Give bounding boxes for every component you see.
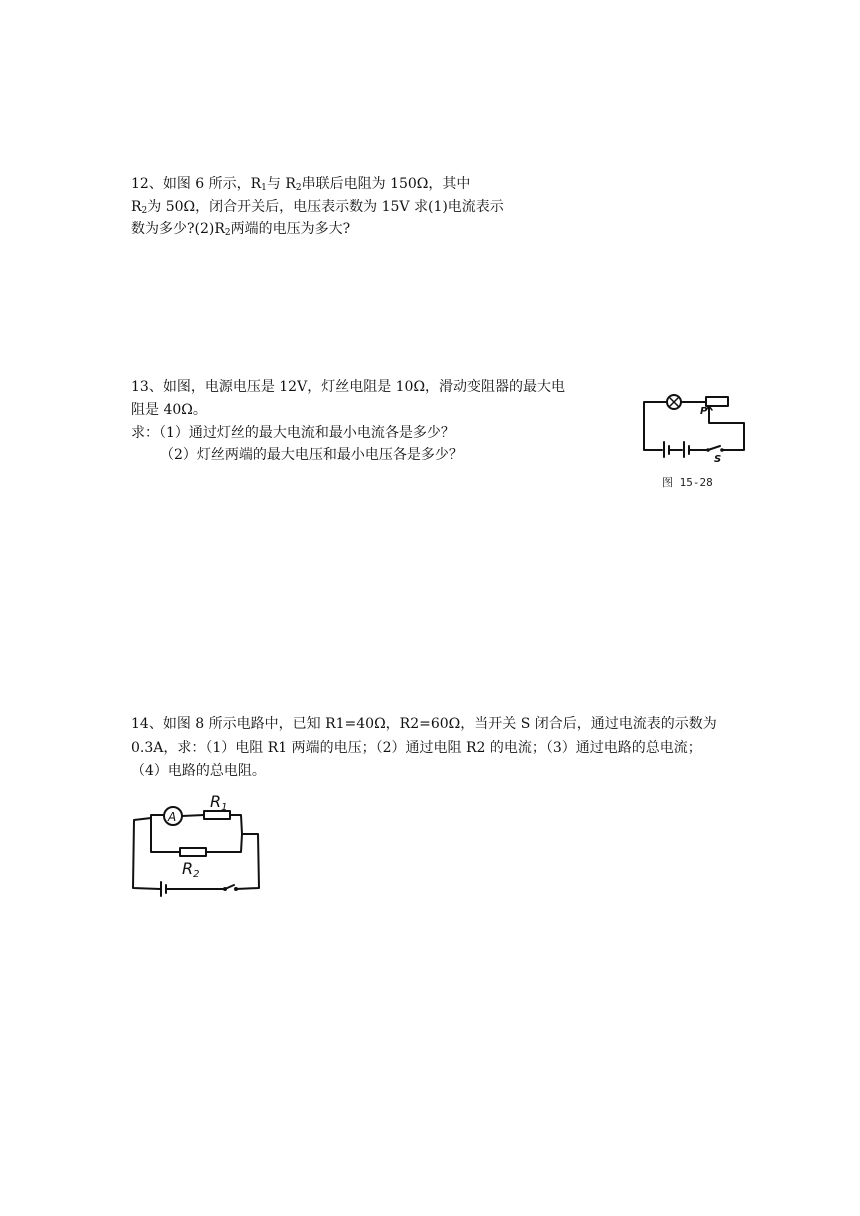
- q14-line-2: 0.3A，求：（1）电阻 R1 两端的电压；（2）通过电阻 R2 的电流；（3）通过电路的总电流；: [131, 740, 702, 756]
- rheostat-icon: [706, 397, 728, 406]
- slider-label: P: [700, 406, 708, 417]
- q13-line-3: 求：（1）通过灯丝的最大电流和最小电流各是多少？: [131, 425, 455, 441]
- q14-circuit-diagram: [128, 790, 268, 900]
- q12-text: 两端的电压为多大?: [230, 221, 351, 237]
- q14-line-3: （4）电路的总电阻。: [131, 763, 266, 779]
- q12-text: 串联后电阻为 150Ω，其中: [301, 176, 471, 192]
- q13-line-1: 13、如图，电源电压是 12V，灯丝电阻是 10Ω，滑动变阻器的最大电: [131, 379, 566, 395]
- subscript: 1: [261, 183, 267, 193]
- q13-figure-caption: 图 15-28: [662, 476, 713, 489]
- r2-label: [182, 859, 200, 880]
- q12-text: 与 R: [266, 176, 296, 192]
- r1-label-sub: 1: [221, 802, 228, 813]
- q12-line-2: [131, 197, 504, 217]
- q14-line-1: 14、如图 8 所示电路中，已知 R1=40Ω，R2=60Ω，当开关 S 闭合后，通过电流表的示数为: [131, 716, 717, 732]
- r2-label-text: R: [182, 859, 194, 878]
- q13-line-4: （2）灯丝两端的最大电压和最小电压各是多少？: [160, 447, 463, 463]
- subscript: 2: [141, 206, 148, 216]
- ammeter-label: A: [168, 810, 177, 824]
- r2-label-sub: 2: [193, 869, 200, 880]
- resistor-r2-icon: [180, 848, 206, 856]
- q13-circuit-diagram: [636, 390, 756, 465]
- q13-line-2: 阻是 40Ω。: [131, 402, 207, 418]
- subscript: 2: [295, 183, 302, 193]
- switch-label: S: [714, 454, 722, 465]
- q12-text: 12、如图 6 所示，R: [131, 176, 262, 192]
- q12-line-3: [131, 219, 350, 239]
- r1-label-text: R: [210, 792, 222, 811]
- q12-text: R: [131, 199, 142, 215]
- r1-label: [210, 792, 228, 813]
- q12-line-1: [131, 174, 470, 194]
- q12-text: 数为多少?(2)R: [131, 221, 225, 237]
- subscript: 2: [224, 228, 231, 238]
- q12-text: 为 50Ω，闭合开关后，电压表示数为 15V 求(1)电流表示: [147, 199, 504, 215]
